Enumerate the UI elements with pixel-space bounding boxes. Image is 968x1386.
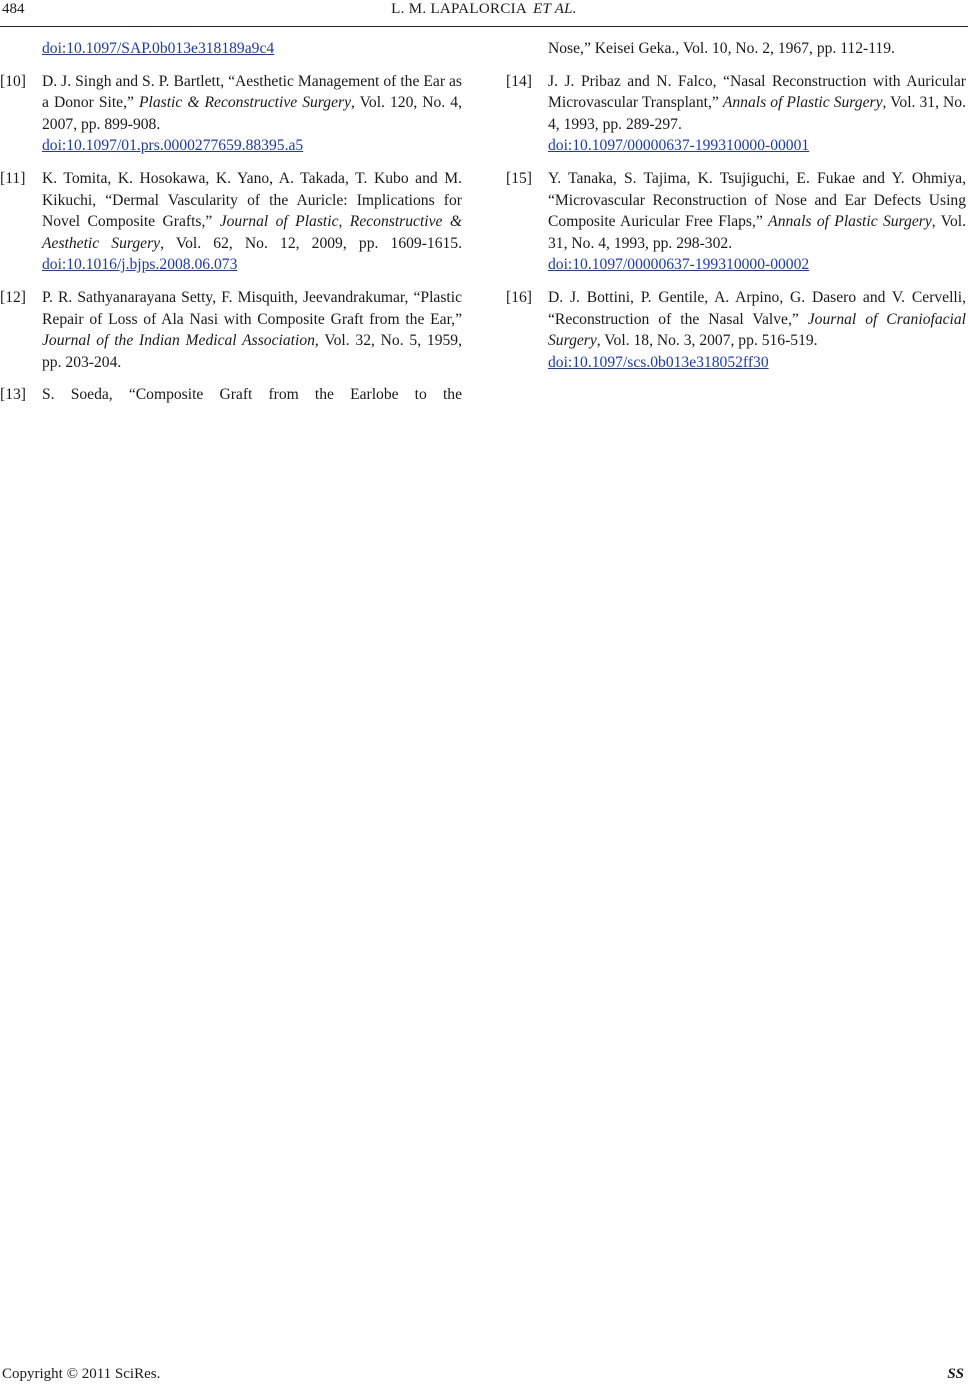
reference-entry (0, 168, 462, 276)
reference-journal: Journal of the Indian Medical Association (42, 332, 315, 350)
reference-journal: Journal of Craniofacial Surgery (548, 310, 966, 350)
running-title-et-al: ET AL. (533, 1, 577, 17)
reference-number: [10] (0, 72, 26, 90)
reference-journal: Journal of Plastic, Reconstructive & Aesthetic Surgery (42, 213, 462, 252)
doi-link[interactable]: doi:10.1097/SAP.0b013e318189a9c4 (42, 40, 275, 57)
reference-details: , Vol. 62, No. 12, 2009, pp. 1609-1615. (160, 234, 462, 252)
reference-journal: Annals of Plastic Surgery (768, 213, 932, 231)
reference-details: , Vol. 31, No. 4, 1993, pp. 289-297. (548, 94, 966, 133)
doi-link[interactable]: doi:10.1097/scs.0b013e318052ff30 (548, 353, 769, 371)
reference-journal: Plastic & Reconstructive Surgery (138, 94, 351, 112)
reference-number: [13] (0, 386, 26, 404)
reference-entry (0, 71, 462, 157)
reference-continuation (0, 38, 462, 60)
running-title-author: L. M. LAPALORCIA (391, 1, 528, 17)
page-number: 484 (2, 1, 25, 17)
reference-details: , Vol. 32, No. 5, 1959, pp. 203-204. (42, 332, 462, 371)
reference-authors-title: Y. Tanaka, S. Tajima, K. Tsujiguchi, E. Fukae and Y. Ohmiya, “Microvascular Reconstruction of Nose and Ear Defects Using Composite Auricular Free Flaps,” (548, 169, 966, 231)
copyright-notice: Copyright © 2011 SciRes. (2, 1366, 161, 1382)
reference-details: , Vol. 31, No. 4, 1993, pp. 298-302. (548, 213, 966, 252)
reference-entry (506, 168, 966, 276)
reference-entry (506, 287, 966, 373)
reference-entry (0, 384, 462, 406)
journal-abbreviation: SS (947, 1366, 964, 1382)
reference-authors-title: D. J. Bottini, P. Gentile, A. Arpino, G. Dasero and V. Cervelli, “Reconstruction of the Nasal Valve,” (548, 288, 966, 328)
reference-journal: Annals of Plastic Surgery (722, 94, 883, 112)
reference-number: [14] (506, 72, 532, 90)
doi-link[interactable]: doi:10.1097/01.prs.0000277659.88395.a5 (42, 137, 304, 155)
reference-number: [12] (0, 288, 26, 306)
reference-details: , Vol. 18, No. 3, 2007, pp. 516-519. (596, 332, 818, 350)
reference-text: S. Soeda, “Composite Graft from the Earlobe to the (42, 386, 462, 404)
doi-link[interactable]: doi:10.1097/00000637-199310000-00002 (548, 256, 810, 274)
reference-entry (0, 287, 462, 373)
reference-authors-title: D. J. Singh and S. P. Bartlett, “Aesthetic Management of the Ear as a Donor Site,” (42, 72, 462, 112)
page-header (0, 0, 968, 27)
reference-authors-title: J. J. Pribaz and N. Falco, “Nasal Reconstruction with Auricular Microvascular Transplant,” (548, 72, 966, 112)
reference-number: [15] (506, 169, 532, 187)
left-column (0, 38, 462, 406)
reference-details: , Vol. 120, No. 4, 2007, pp. 899-908. (42, 94, 462, 133)
reference-entry (506, 71, 966, 157)
doi-link[interactable]: doi:10.1016/j.bjps.2008.06.073 (42, 256, 238, 274)
reference-authors-title: P. R. Sathyanarayana Setty, F. Misquith, Jeevandrakumar, “Plastic Repair of Loss of Ala Nasi with Composite Graft from the Ear,” (42, 288, 462, 328)
right-column (506, 38, 966, 373)
reference-number: [11] (0, 169, 26, 187)
running-title (0, 1, 968, 18)
reference-authors-title: K. Tomita, K. Hosokawa, K. Yano, A. Takada, T. Kubo and M. Kikuchi, “Dermal Vascularity of the Auricle: Implications for Novel Composite Grafts,” (42, 169, 462, 231)
doi-link[interactable]: doi:10.1097/00000637-199310000-00001 (548, 137, 810, 155)
reference-number: [16] (506, 288, 532, 306)
reference-continuation: Nose,” Keisei Geka., Vol. 10, No. 2, 1967, pp. 112-119. (548, 40, 895, 57)
